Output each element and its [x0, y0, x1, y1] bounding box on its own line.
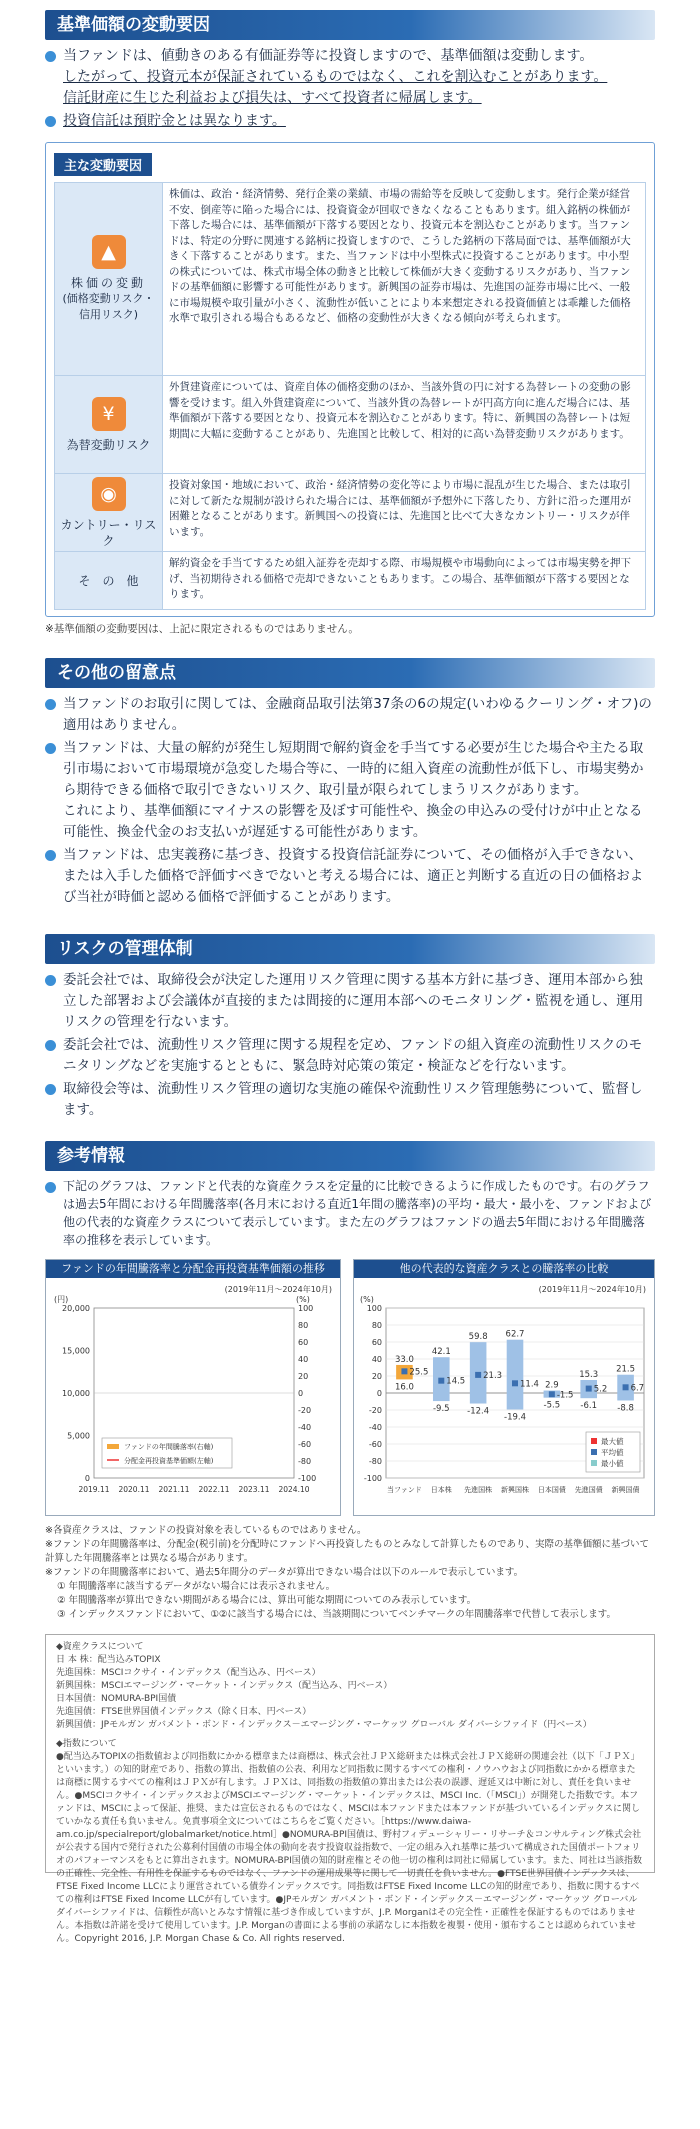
avg-marker: [549, 1391, 555, 1397]
currency-icon: ¥: [92, 397, 126, 431]
y-tick: -40: [368, 1423, 383, 1432]
index-disclaimer-box: [45, 1634, 655, 1944]
category-label: 新興国株: [501, 1486, 530, 1494]
y-tick: 40: [371, 1355, 383, 1364]
asset-class-heading: ◆資産クラスについて: [56, 1642, 144, 1652]
bullet-board: 取締役会等は、流動性リスク管理の適切な実施の確保や流動性リスク管理態勢について、監督します。: [45, 1079, 655, 1121]
risk-text: 外貨建資産については、資産自体の価格変動のほか、当該外貨の円に対する為替レートの変動の影響を受けます。組入外貨建資産について、当該外貨の為替レートが円高方向に進んだ場合には、基準価額が下落する要因となり、投資元本を割込むことがあります。特に、新興国の為替レートは短期間に大幅に変動することがあり、先進国と比較して、相対的に高い為替変動リスクがあります。: [163, 376, 646, 474]
min-label: 16.0: [394, 1382, 414, 1393]
legend-swatch: [591, 1460, 597, 1466]
y-right-tick: -80: [298, 1457, 312, 1466]
bullet-reference: 下記のグラフは、ファンドと代表的な資産クラスを定量的に比較できるように作成したものです。右のグラフは過去5年間における年間騰落率(各月末における直近1年間の騰落率)の平均・最大・最小を、ファンドおよび他の代表的な資産クラスについて表示しています。また左のグラフはファンドの過去5年間における年間騰落率の推移を表示しています。: [45, 1177, 655, 1249]
legend-label: 平均値: [601, 1448, 624, 1457]
avg-marker: [623, 1384, 629, 1390]
y-left-tick: 20,000: [62, 1304, 90, 1313]
table-row: [55, 376, 646, 474]
risk-text: 株価は、政治・経済情勢、発行企業の業績、市場の需給等を反映して変動します。発行企業が経営不安、倒産等に陥った場合には、投資資金が回収できなくなることもあります。組入銘柄の株価が下落した場合には、基準価額が下落する要因となり、投資元本を割込むことがあります。当ファンドは、特定の分野に関連する銘柄に投資しますので、こうした銘柄の下落局面では、基準価額が大きく下落することがあります。また、当ファンドは中小型株式に投資することがあります。中小型の株式については、株式市場全体の動きと比較して株価が大きく変動するリスクがあり、当ファンドの基準価額に影響する可能性があります。新興国の証券市場は、先進国の証券市場に比べ、一般に市場規模や取引量が小さく、流動性が低いことにより本来想定される投資価値とは乖離した価格水準で取引される場合もあるなど、価格の変動性が大きくなる傾向が考えられます。: [163, 183, 646, 376]
right-unit-label: (%): [296, 1295, 310, 1304]
min-label: -6.1: [580, 1401, 598, 1412]
note-1: ※各資産クラスは、ファンドの投資対象を表しているものではありません。: [45, 1525, 367, 1536]
table-row: [55, 183, 646, 376]
y-right-tick: 100: [298, 1304, 314, 1313]
bullet-principal: 当ファンドは、値動きのある有価証券等に投資しますので、基準価額は変動します。 したがって、投資元本が保証されているものではなく、これを割込むことがあります。 信託財産に生じた利益および損失は、すべて投資者に帰属します。: [45, 46, 655, 109]
avg-label: 21.3: [483, 1370, 503, 1381]
avg-marker: [586, 1386, 592, 1392]
bullet-cooling-off: 当ファンドのお取引に関しては、金融商品取引法第37条の6の規定(いわゆるクーリング・オフ)の適用はありません。: [45, 694, 655, 736]
x-tick: 2020.11: [118, 1485, 150, 1494]
period-label: (2019年11月～2024年10月): [538, 1285, 647, 1294]
avg-label: 14.5: [446, 1376, 466, 1387]
y-tick: -60: [368, 1440, 383, 1449]
table-row: [55, 552, 646, 610]
note-4: ① 年間騰落率に該当するデータがない場合には表示されません。: [57, 1581, 336, 1592]
y-tick: -80: [368, 1457, 383, 1466]
table-row: [55, 474, 646, 552]
note-2: ※ファンドの年間騰落率は、分配金(税引前)を分配時にファンドへ再投資したものとみなして計算したものであり、実際の基準価額に基づいて計算した年間騰落率とは異なる場合があります。: [45, 1539, 649, 1564]
legend-swatch: [591, 1449, 597, 1455]
category-label: 日本国債: [537, 1486, 566, 1494]
y-right-tick: 0: [298, 1389, 304, 1398]
asset-class-line: 新興国債：JPモルガン ガバメント・ボンド・インデックス－エマージング・マーケッツ グローバル ダイバーシファイド（円ベース）: [56, 1720, 592, 1730]
y-right-tick: 40: [298, 1355, 309, 1364]
left-unit-label: (円): [54, 1295, 69, 1304]
globe-icon: ◉: [92, 477, 126, 511]
asset-class-line: 先進国債：FTSE世界国債インデックス（除く日本、円ベース）: [56, 1707, 312, 1717]
avg-marker: [401, 1368, 407, 1374]
index-heading: ◆指数について: [56, 1739, 117, 1749]
risk-note: ※基準価額の変動要因は、上記に限定されるものではありません。: [45, 623, 359, 635]
risk-factors-box: [45, 142, 655, 617]
bullet-liquidity: 当ファンドは、大量の解約が発生し短期間で解約資金を手当てする必要が生じた場合や主たる取引市場において市場環境が急変した場合等に、一時的に組入資産の流動性が低下し、市場実勢から期待できる価格で取引できないリスク、取引量が限られてしまうリスクがあります。 これにより、基準価額にマイナスの影響を及ぼす可能性や、換金の申込みの受付けが中止となる可能性、換金代金のお支払いが遅延する可能性があります。: [45, 738, 655, 843]
max-label: 59.8: [468, 1332, 488, 1343]
x-tick: 2024.10: [278, 1485, 310, 1494]
bullet-risk-policy: 委託会社では、取締役会が決定した運用リスク管理に関する基本方針に基づき、運用本部から独立した部署および会議体が直接的または間接的に運用本部へのモニタリング・監視を通し、運用リスクの管理を行ないます。: [45, 970, 655, 1033]
period-label: (2019年11月～2024年10月): [224, 1285, 332, 1294]
category-label: 当ファンド: [387, 1486, 422, 1494]
bullet-liquidity-rules: 委託会社では、流動性リスク管理に関する規程を定め、ファンドの組入資産の流動性リスクのモニタリングなどを実施するとともに、緊急時対応策の策定・検証などを行ないます。: [45, 1035, 655, 1077]
avg-marker: [512, 1380, 518, 1386]
x-tick: 2021.11: [158, 1485, 190, 1494]
y-left-tick: 10,000: [62, 1389, 90, 1398]
y-right-tick: 60: [298, 1338, 309, 1347]
y-tick: 100: [366, 1304, 383, 1313]
avg-label: -1.5: [556, 1390, 574, 1401]
section-title-risk-management: リスクの管理体制: [45, 934, 655, 964]
legend-swatch-bar: [107, 1444, 119, 1449]
risk-label: カントリー・リスク: [60, 517, 157, 548]
y-right-tick: -40: [298, 1423, 312, 1432]
right-chart: [353, 1259, 655, 1516]
section-title-fluctuation: 基準価額の変動要因: [45, 10, 655, 40]
category-label: 先進国株: [464, 1486, 493, 1494]
avg-label: 25.5: [409, 1367, 429, 1378]
left-chart-svg: [46, 1278, 339, 1513]
y-right-tick: 80: [298, 1321, 309, 1330]
section-title-reference: 参考情報: [45, 1141, 655, 1171]
y-left-tick: 15,000: [62, 1346, 90, 1356]
risk-table: [54, 182, 646, 610]
bullet-deposit: 投資信託は預貯金とは異なります。: [45, 111, 655, 132]
note-6: ③ インデックスファンドにおいて、①②に該当する場合には、当該期間についてベンチマークの年間騰落率で代替して表示します。: [57, 1609, 616, 1620]
legend-swatch: [591, 1438, 597, 1444]
max-label: 33.0: [394, 1354, 414, 1365]
asset-class-line: 日 本 株：配当込みTOPIX: [56, 1655, 161, 1665]
unit-label: (%): [360, 1295, 374, 1304]
category-label: 日本株: [430, 1486, 452, 1494]
min-label: -12.4: [467, 1406, 490, 1417]
risk-sublabel: (価格変動リスク・信用リスク): [62, 292, 155, 321]
right-chart-svg: [354, 1278, 653, 1513]
asset-class-line: 新興国株：MSCIエマージング・マーケット・インデックス（配当込み、円ベース）: [56, 1681, 393, 1691]
category-label: 先進国債: [574, 1486, 603, 1494]
y-left-tick: 0: [84, 1474, 90, 1483]
range-bar: [507, 1340, 524, 1410]
y-tick: 0: [376, 1389, 383, 1398]
y-tick: 80: [371, 1321, 383, 1330]
avg-label: 11.4: [520, 1379, 539, 1390]
y-left-tick: 5,000: [67, 1431, 90, 1441]
y-right-tick: -20: [298, 1406, 312, 1415]
x-tick: 2022.11: [198, 1485, 230, 1494]
asset-class-line: 日本国債：NOMURA-BPI国債: [56, 1694, 177, 1704]
risk-label: そ の 他: [78, 573, 139, 588]
max-label: 62.7: [505, 1329, 525, 1340]
risk-box-title: 主な変動要因: [54, 153, 152, 176]
x-tick: 2023.11: [238, 1485, 270, 1494]
y-right-tick: -60: [298, 1440, 312, 1449]
left-chart: [45, 1259, 341, 1516]
legend-label: 分配金再投資基準価額(左軸): [124, 1457, 214, 1465]
y-tick: -20: [368, 1406, 383, 1415]
legend-label: 最小値: [601, 1459, 624, 1468]
stock-chart-icon: ▲: [92, 235, 126, 269]
legend-label: ファンドの年間騰落率(右軸): [124, 1443, 214, 1451]
asset-class-line: 先進国株：MSCIコクサイ・インデックス（配当込み、円ベース）: [56, 1668, 321, 1678]
max-label: 42.1: [431, 1347, 451, 1358]
legend-label: 最大値: [601, 1437, 624, 1446]
risk-text: 解約資金を手当てするため組入証券を売却する際、市場規模や市場動向によっては市場実勢を押下げ、当初期待される価格で売却できないこともあります。この場合、基準価額が下落する要因となります。: [163, 552, 646, 610]
avg-marker: [438, 1378, 444, 1384]
min-label: -19.4: [504, 1412, 527, 1423]
max-label: 21.5: [616, 1364, 636, 1375]
avg-label: 5.2: [593, 1384, 608, 1395]
max-label: 2.9: [545, 1380, 559, 1391]
min-label: -5.5: [543, 1400, 561, 1411]
note-5: ② 年間騰落率が算出できない期間がある場合には、算出可能な期間についてのみ表示しています。: [57, 1595, 477, 1606]
risk-text: 投資対象国・地域において、政治・経済情勢の変化等により市場に混乱が生じた場合、または取引に対して新たな規制が設けられた場合には、基準価額が予想外に下落したり、方針に沿った運用が困難となることがあります。新興国への投資には、先進国と比べて大きなカントリー・リスクが伴います。: [163, 474, 646, 552]
x-tick: 2019.11: [78, 1485, 110, 1494]
min-label: -9.5: [433, 1404, 450, 1415]
risk-label: 為替変動リスク: [66, 437, 151, 452]
category-label: 新興国債: [611, 1486, 640, 1494]
risk-label: 株価の変動: [70, 276, 146, 290]
section-title-notes: その他の留意点: [45, 658, 655, 688]
y-tick: -100: [363, 1474, 383, 1483]
left-chart-title: ファンドの年間騰落率と分配金再投資基準価額の推移: [46, 1260, 340, 1278]
min-label: -8.8: [617, 1403, 634, 1414]
bullet-valuation: 当ファンドは、忠実義務に基づき、投資する投資信託証券について、その価格が入手できない、または入手した価格で評価すべきでないと考える場合には、適正と判断する直近の日の価格および当社が時価と認める価格で評価することがあります。: [45, 845, 655, 908]
note-3: ※ファンドの年間騰落率において、過去5年間分のデータが算出できない場合は以下のルールで表示しています。: [45, 1567, 524, 1578]
y-right-tick: -100: [298, 1474, 317, 1483]
y-tick: 20: [371, 1372, 383, 1381]
max-label: 15.3: [579, 1369, 599, 1380]
y-tick: 60: [371, 1338, 383, 1347]
avg-marker: [475, 1372, 481, 1378]
y-right-tick: 20: [298, 1372, 309, 1381]
index-disclaimer: ●配当込みTOPIXの指数値および同指数にかかる標章または商標は、株式会社ＪＰＸ総研または株式会社ＪＰＸ総研の関連会社（以下「ＪＰＸ」といいます。）の知的財産であり、指数の算出、指数値の公表、利用など同指数に関するすべての権利・ノウハウおよび同指数にかかる標章または商標に関するすべての権利はＪＰＸが有します。ＪＰＸは、同指数の指数値の算出または公表の誤謬、遅延又は中断に対し、責任を負いません。●MSCIコクサイ・インデックスおよびMSCIエマージング・マーケット・インデックスは、MSCI Inc.（「MSCI」）が開発した指数です。本ファンドは、MSCIによって保証、推奨、または宣伝されるものではなく、MSCIは本ファンドまたは本ファンドが基づいているインデックスに関していかなる責任も負いません。免責事項全文についてはこちらをご覧ください。［https://www.daiwa-am.co.jp/specialreport/globalmarket/notice.html］●NOMURA-BPI国債は、野村フィデューシャリー・リサーチ＆コンサルティング株式会社が公表する国内で発行された公募利付国債の市場全体の動向を表す投資収益指数で、一定の組み入れ基準に基づいて構成された国債ポートフォリオのパフォーマンスをもとに算出されます。NOMURA-BPI国債の知的財産権とその他一切の権利は同社に帰属しています。また、同社は当該指数の正確性、完全性、有用性を保証するものではなく、ファンドの運用成果等に関して一切責任を負いません。●FTSE世界国債インデックスは、FTSE Fixed Income LLCにより運営されている債券インデックスです。同指数はFTSE Fixed Income LLCの知的財産であり、指数に関するすべての権利はFTSE Fixed Income LLCが有しています。●JPモルガン ガバメント・ボンド・インデックス－エマージング・マーケッツ グローバル ダイバーシファイドは、信頼性が高いとみなす情報に基づき作成していますが、J.P. Morganはその完全性・正確性を保証するものではありません。本指数は許諾を受けて使用しています。J.P. Morganの書面による事前の承諾なしに本指数を複製・使用・頒布することは認められていません。Copyright 2016, J.P. Morgan Chase & Co. All rights reserved.: [56, 1752, 643, 1944]
right-chart-title: 他の代表的な資産クラスとの騰落率の比較: [354, 1260, 654, 1278]
avg-label: 6.7: [630, 1383, 645, 1394]
